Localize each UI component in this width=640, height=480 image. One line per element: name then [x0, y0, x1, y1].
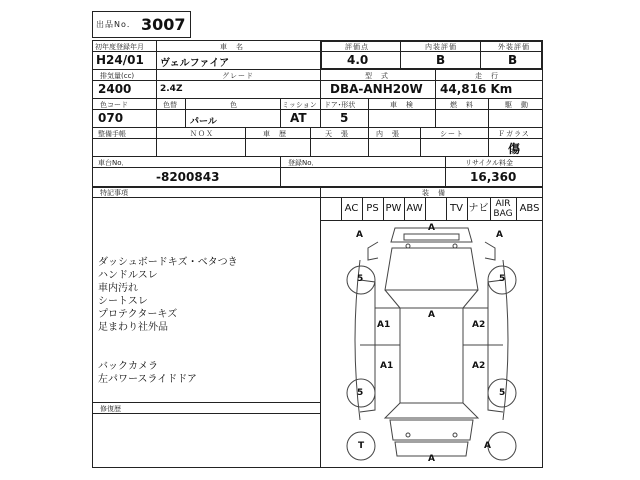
mark-front-left: A [356, 230, 363, 240]
sunroof-label: 天 張 [325, 130, 349, 138]
drive-label: 駆 動 [505, 101, 529, 109]
fglass-value: 傷 [508, 142, 521, 156]
body-color-label: 色替 [163, 101, 177, 109]
mark-rear-right: A [484, 441, 491, 451]
seat-label: シート [440, 130, 464, 138]
color-code-value: 070 [98, 111, 124, 125]
interior-tension-label: 内 張 [376, 130, 400, 138]
reg-label: 初年度登録年月 [95, 43, 144, 51]
equipment-label: 装 備 [422, 189, 446, 197]
color-value: パール [190, 117, 217, 127]
grade-label: グレード [222, 72, 254, 80]
displacement-label: 排気量(cc) [100, 72, 135, 80]
equip-tv: TV [450, 203, 463, 214]
remark-line: ハンドルスレ [98, 270, 158, 281]
repair-label: 修復歴 [100, 405, 121, 413]
mark-front-right: A [496, 230, 503, 240]
mark-door-rl: A1 [380, 361, 394, 371]
color-label: 色 [230, 101, 238, 109]
manual-label: 整備手帳 [98, 130, 126, 138]
recycle-label: リサイクル料金 [465, 159, 514, 167]
remark-line: シートスレ [98, 296, 148, 307]
equip-aw: AW [406, 203, 423, 214]
mark-door-fr: A2 [472, 320, 486, 330]
interior-value: B [436, 53, 446, 67]
equip-pw: PW [385, 203, 402, 214]
transmission-value: AT [290, 111, 307, 125]
fuel-label: 燃 料 [450, 101, 474, 109]
doors-label: ドア･形状 [324, 101, 356, 109]
equip-ps: PS [366, 203, 379, 214]
equip-abs: ABS [519, 203, 540, 214]
remarks-label: 特記事項 [100, 189, 128, 197]
remark-line: ダッシュボードキズ・ベタつき [98, 257, 238, 268]
mark-quarter-right: 5 [499, 388, 506, 398]
lot-box [92, 11, 191, 38]
nox-label: ＮＯＸ [190, 130, 214, 138]
equip-ac: AC [344, 203, 359, 214]
doors-value: 5 [340, 111, 349, 125]
interior-label: 内装評価 [425, 43, 457, 51]
displacement-value: 2400 [98, 82, 132, 96]
mileage-label: 走 行 [475, 72, 499, 80]
transmission-label: ミッション [282, 101, 317, 109]
equip-blank [425, 198, 446, 220]
score-value: 4.0 [347, 53, 369, 67]
chassis-value: -8200843 [156, 170, 220, 184]
score-label: 評価点 [345, 43, 369, 51]
mark-front-center: A [428, 223, 435, 233]
equip-airbag: AIR BAG [493, 199, 513, 219]
mark-door-fl: A1 [377, 320, 391, 330]
mark-rear-center: A [428, 454, 435, 464]
chassis-label: 車台No． [98, 159, 129, 167]
remark-line [98, 347, 238, 360]
mark-hood: A [428, 310, 435, 320]
equip-navi: ナビ [468, 203, 489, 214]
mark-quarter-left: 5 [357, 388, 364, 398]
recycle-value: 16,360 [470, 170, 517, 184]
fglass-label: Ｆガラス [498, 130, 530, 138]
grade-value: 2.4Z [160, 84, 183, 94]
remark-line: 左パワースライドドア [98, 374, 197, 385]
reg-value: H24/01 [96, 53, 144, 67]
exterior-label: 外装評価 [498, 43, 530, 51]
inspection-label: 車 検 [390, 101, 414, 109]
remark-line: 足まわり社外品 [98, 322, 168, 333]
name-label: 車 名 [220, 43, 244, 51]
remark-line: プロテクターキズ [98, 309, 178, 320]
car-damage-diagram [320, 220, 543, 468]
mark-door-rr: A2 [472, 361, 486, 371]
mark-fender-right: 5 [499, 274, 506, 284]
remark-line: バックカメラ [98, 361, 158, 372]
mark-tailgate: T [358, 441, 365, 451]
name-value: ヴェルファイア [160, 58, 230, 69]
model-label: 型 式 [365, 72, 389, 80]
model-value: DBA-ANH20W [330, 82, 423, 96]
lot-number: 3007 [141, 15, 186, 34]
mileage-value: 44,816 Km [440, 82, 513, 96]
mark-fender-left: 5 [357, 274, 364, 284]
regno-label: 登録No． [288, 159, 319, 167]
color-code-label: 色コード [100, 101, 128, 109]
remark-line: 車内汚れ [98, 283, 138, 294]
exterior-value: B [508, 53, 518, 67]
history-label: 車 歴 [263, 130, 287, 138]
remark-line [98, 334, 238, 347]
lot-label: 出品No． [96, 20, 136, 29]
remarks-list [98, 256, 238, 386]
